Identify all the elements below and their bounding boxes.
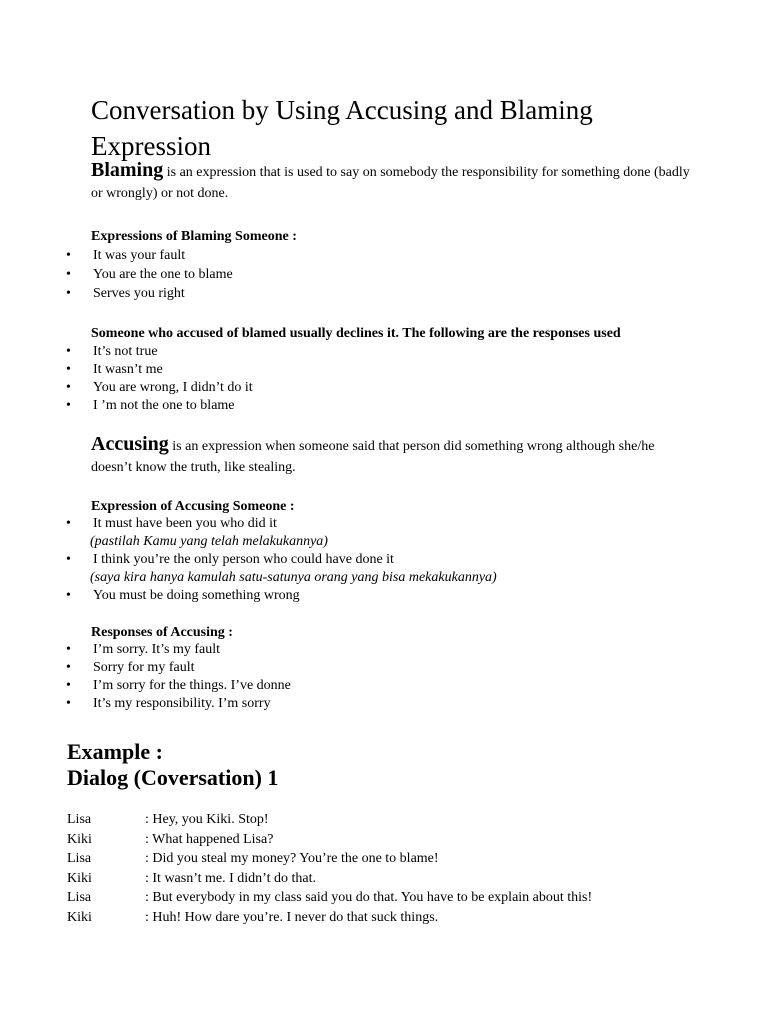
bullet-icon: • <box>66 678 71 693</box>
bullet-icon: • <box>66 267 71 282</box>
dialog-row <box>67 869 592 889</box>
bullet-icon: • <box>66 588 71 603</box>
list-item: • It’s my responsibility. I’m sorry <box>66 696 271 711</box>
bullet-icon: • <box>66 696 71 711</box>
dialog-line: : Hey, you Kiki. Stop! <box>145 812 269 827</box>
translation-text: (pastilah Kamu yang telah melakukannya) <box>90 534 328 549</box>
speaker-name: Lisa <box>67 812 92 827</box>
list-item: • It was your fault <box>66 248 186 263</box>
list-item: • I’m sorry for the things. I’ve donne <box>66 678 291 693</box>
bullet-icon: • <box>66 398 71 413</box>
list-item: • You are the one to blame <box>66 267 233 282</box>
dialog-row <box>67 830 592 850</box>
bullet-icon: • <box>66 362 71 377</box>
example-heading: Example : <box>67 739 163 764</box>
list-item: • Sorry for my fault <box>66 660 195 675</box>
blaming-expressions-list <box>0 247 233 303</box>
accusing-definition <box>91 434 691 478</box>
list-item: • Serves you right <box>66 286 185 301</box>
bullet-icon: • <box>66 516 71 531</box>
dialog-line: : What happened Lisa? <box>145 831 274 847</box>
dialog-line: : But everybody in my class said you do that. You have to be explain about this! <box>145 890 593 906</box>
list-item: • You are wrong, I didn’t do it <box>66 380 253 395</box>
dialog-row <box>67 908 592 928</box>
blaming-definition-text: is an expression that is used to say on somebody the responsibility for something done (badly or wrongly) or not done. <box>91 165 690 201</box>
translation-text: (saya kira hanya kamulah satu-satunya orang yang bisa mekakukannya) <box>90 570 497 585</box>
bullet-icon: • <box>66 344 71 359</box>
list-item: • It wasn’t me <box>66 362 163 377</box>
list-item: • It must have been you who did it (pastilah Kamu yang telah melakukannya) <box>0 515 497 551</box>
accusing-term: Accusing <box>91 433 169 455</box>
list-item: • I ’m not the one to blame <box>66 398 235 413</box>
speaker-name: Lisa <box>67 890 92 906</box>
speaker-name: Kiki <box>67 831 92 847</box>
dialog-heading: Dialog (Coversation) 1 <box>67 765 279 790</box>
page-title: Conversation by Using Accusing and Blaming Expression <box>91 95 593 161</box>
bullet-icon: • <box>66 552 71 567</box>
dialog-line: : Did you steal my money? You’re the one to blame! <box>145 851 439 867</box>
list-item: • You must be doing something wrong <box>66 588 300 603</box>
accusing-responses-list <box>0 641 291 713</box>
blaming-definition <box>91 160 691 204</box>
blaming-responses-heading: Someone who accused of blamed usually declines it. The following are the responses used <box>91 326 621 341</box>
bullet-icon: • <box>66 286 71 301</box>
dialog-row <box>67 810 592 830</box>
dialog-line: : It wasn’t me. I didn’t do that. <box>145 870 316 886</box>
speaker-name: Lisa <box>67 851 92 867</box>
blaming-term: Blaming <box>91 159 164 181</box>
bullet-icon: • <box>66 380 71 395</box>
dialog-row <box>67 849 592 869</box>
blaming-expressions-heading: Expressions of Blaming Someone : <box>91 229 297 244</box>
speaker-name: Kiki <box>67 870 92 886</box>
speaker-name: Kiki <box>67 909 92 925</box>
accusing-expressions-list <box>0 515 497 605</box>
list-item: • I’m sorry. It’s my fault <box>66 642 221 657</box>
dialog-line: : Huh! How dare you’re. I never do that suck things. <box>145 909 439 925</box>
dialog-row <box>67 888 592 908</box>
list-item: • I think you’re the only person who could have done it (saya kira hanya kamulah satu-satunya orang yang bisa mekakukannya) <box>66 552 497 585</box>
list-item: • It’s not true <box>66 344 158 359</box>
accusing-expressions-heading: Expression of Accusing Someone : <box>91 499 295 514</box>
blaming-responses-list <box>0 343 253 415</box>
bullet-icon: • <box>66 642 71 657</box>
dialog-table <box>67 810 592 928</box>
accusing-responses-heading: Responses of Accusing : <box>91 625 233 640</box>
bullet-icon: • <box>66 660 71 675</box>
accusing-definition-text: is an expression when someone said that person did something wrong although she/he doesn’t know the truth, like stealing. <box>91 439 655 475</box>
bullet-icon: • <box>66 248 71 263</box>
